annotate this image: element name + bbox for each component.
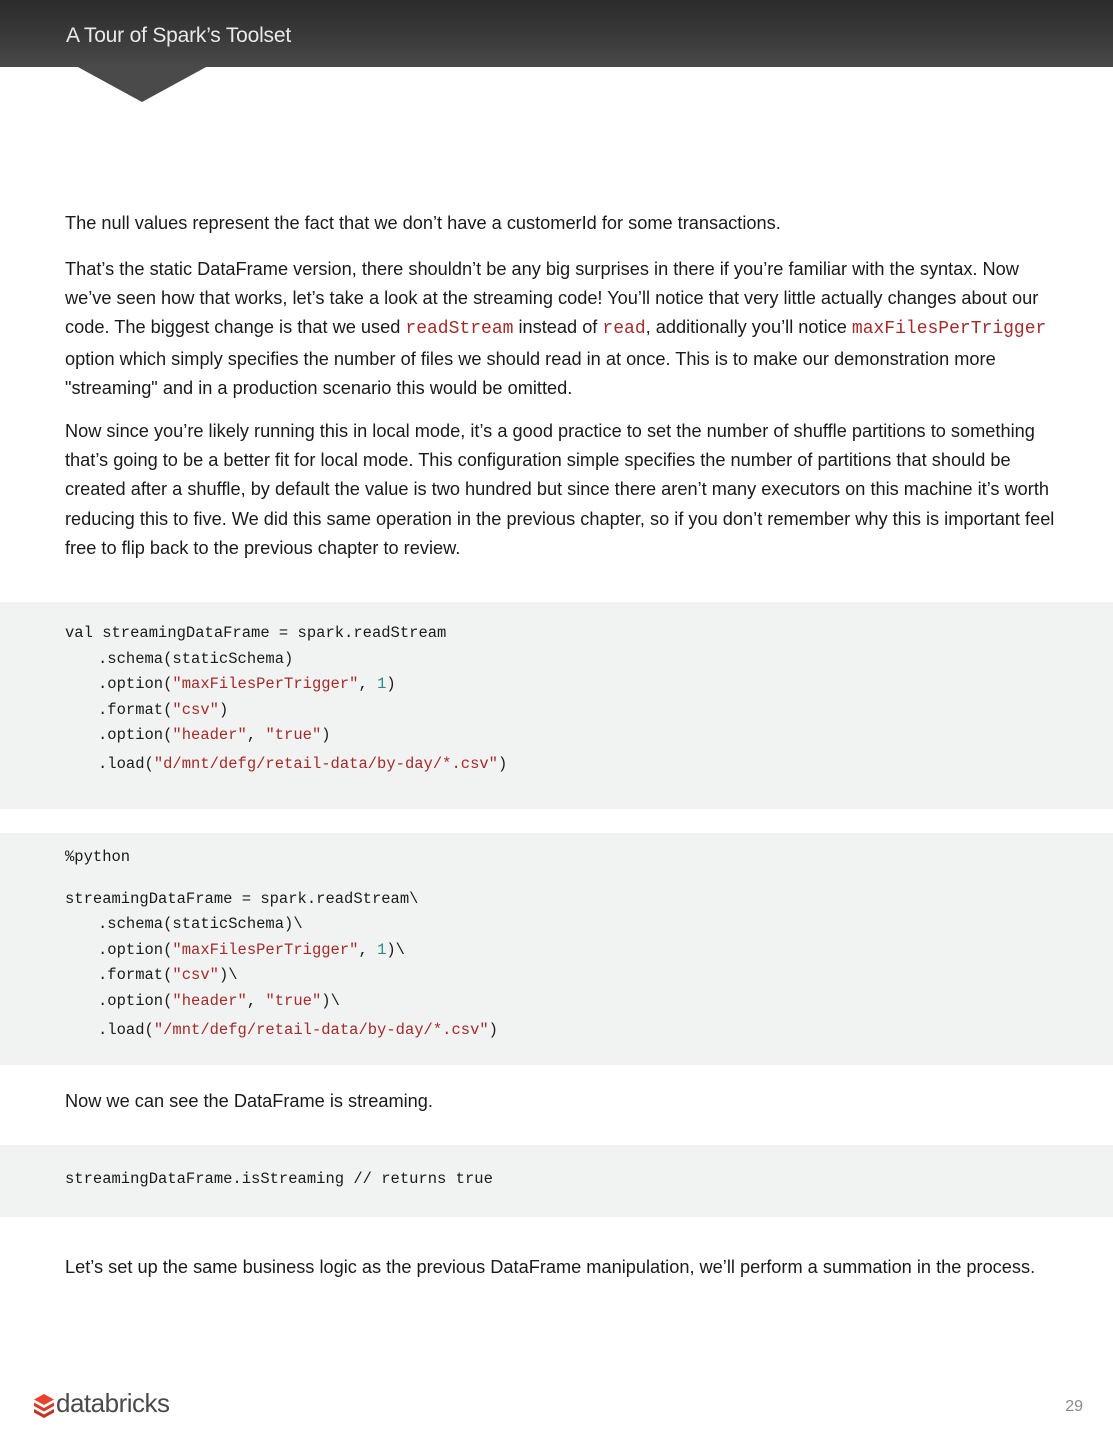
- code-line: .option("header", "true")\: [98, 992, 340, 1010]
- code-line: streamingDataFrame = spark.readStream\: [65, 890, 419, 908]
- code-block-scala: [0, 602, 1113, 809]
- text-segment: , additionally you’ll notice: [645, 317, 852, 338]
- header-title: A Tour of Spark’s Toolset: [66, 24, 291, 47]
- inline-code-readstream: readStream: [405, 319, 514, 340]
- inline-code-maxfilespertrigger: maxFilesPerTrigger: [851, 319, 1047, 340]
- page-number: 29: [1065, 1398, 1083, 1415]
- code-line: .option("header", "true"): [98, 726, 331, 744]
- code-line: .load("d/mnt/defg/retail-data/by-day/*.csv"): [98, 755, 508, 773]
- paragraph-business-logic: Let’s set up the same business logic as the previous DataFrame manipulation, we’ll perform a summation in the process.: [65, 1257, 1036, 1277]
- paragraph-null-values: The null values represent the fact that we don’t have a customerId for some transactions.: [65, 213, 781, 233]
- text-segment: instead of: [513, 317, 603, 338]
- text-segment: option which simply specifies the number of files we should read in at once. This is to make our demonstration more "streaming" and in a production scenario this would be omitted.: [65, 348, 996, 398]
- code-line: .option("maxFilesPerTrigger", 1): [98, 675, 396, 693]
- paragraph-shuffle-partitions: Now since you’re likely running this in local mode, it’s a good practice to set the number of shuffle partitions to something that’s going to be a better fit for local mode. This configuration simple specifies the number of partitions that should be created after a shuffle, by default the value is two hundred but since there aren’t many executors on this machine it’s worth reducing this to five. We did this same operation in the previous chapter, so if you don’t remember why this is important feel free to flip back to the previous chapter to review.: [65, 421, 1055, 558]
- code-line: .format("csv")\: [98, 966, 238, 984]
- code-line: .schema(staticSchema)\: [98, 915, 303, 933]
- brand-name: databricks: [56, 1388, 170, 1418]
- text-segment: That’s the static DataFrame version, there shouldn’t be any big surprises in there if you’re familiar with the syntax. Now we’ve seen how that works, let’s take a look at the streaming code! You’ll notice that very little actually changes about our code. The biggest change is that we used: [65, 259, 1039, 338]
- code-line: .schema(staticSchema): [98, 650, 294, 668]
- header-tab-decoration: [76, 66, 208, 102]
- databricks-logo-icon: [33, 1391, 55, 1419]
- code-block-isstreaming: [0, 1145, 1113, 1217]
- code-line: .format("csv"): [98, 701, 229, 719]
- code-line: .option("maxFilesPerTrigger", 1)\: [98, 941, 405, 959]
- paragraph-is-streaming: Now we can see the DataFrame is streaming.: [65, 1091, 433, 1111]
- code-line: val streamingDataFrame = spark.readStream: [65, 624, 447, 642]
- code-line: .load("/mnt/defg/retail-data/by-day/*.csv"): [98, 1021, 498, 1039]
- paragraph-static-vs-streaming: [65, 255, 1055, 403]
- code-line: streamingDataFrame.isStreaming // returns true: [65, 1170, 493, 1188]
- code-block-python: [0, 833, 1113, 1065]
- inline-code-read: read: [602, 319, 646, 340]
- page-header: [0, 0, 1113, 67]
- code-line-magic: %python: [65, 848, 131, 866]
